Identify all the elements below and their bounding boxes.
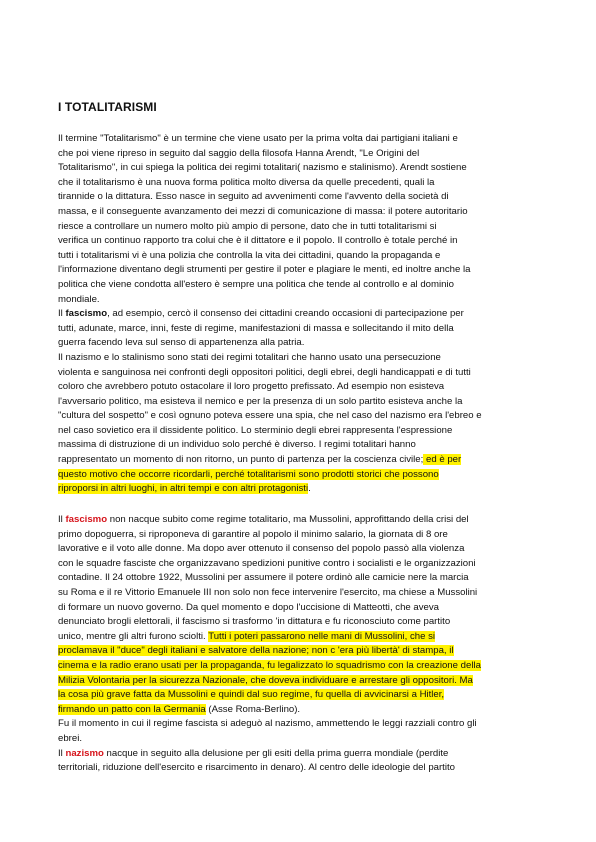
text-line: Il termine "Totalitarismo" è un termine che viene usato per la prima volta dai partigiani italiani e (58, 133, 458, 144)
text-line: l'avversario politico, ma esisteva il nemico e per la presenza di un solo partito esisteva anche la (58, 395, 463, 407)
text-line: unico, mentre gli altri furono sciolti. Tutti i poteri passarono nelle mani di Mussolini, che si (58, 630, 436, 642)
text-line: massa, e il conseguente avanzamento dei mezzi di comunicazione di massa: il potere autoritario (58, 205, 468, 217)
text-line: violenta e sanguinosa nei confronti degli oppositori politici, degli ebrei, degli handicappati e di tutti (58, 366, 471, 378)
highlighted-paragraph (58, 644, 540, 702)
text-line: Fu il momento in cui il regime fascista si adeguò al nazismo, ammettendo le leggi razziali contro gli (58, 718, 477, 730)
intro-section (58, 132, 540, 497)
text-line: "cultura del sospetto" e così ognuno poteva essere una spia, che nel caso del nazismo era l'ebreo e (58, 410, 482, 422)
highlighted-text: firmando un patto con la Germania (58, 703, 206, 715)
highlighted-text: proclamava il "duce" degli italiani e salvatore della nazione; non c 'era più libertà' di stampa, il (58, 645, 454, 657)
text-line: firmando un patto con la Germania (Asse Roma-Berlino). (58, 703, 301, 715)
text-line: coloro che avrebbero potuto ostacolare il loro progetto prefissato. Ad esempio non esisteva (58, 381, 445, 393)
text-line: che il totalitarismo è una nuova forma politica molto diversa da quelle precedenti, quali la (58, 176, 435, 188)
text-line: nel caso sovietico era il dissidente politico. Lo sterminio degli ebrei rappresenta l'espressione (58, 424, 453, 436)
paragraph-persecution (58, 351, 540, 453)
text-line: territoriali, riduzione dell'esercito e risarcimento in denaro). Al centro delle ideologie del partito (58, 762, 455, 774)
text-line: Il fascismo non nacque subito come regime totalitario, ma Mussolini, approfittando della crisi del (58, 514, 469, 525)
fascismo-red-keyword: fascismo (65, 514, 108, 525)
paragraph-definition (58, 132, 540, 307)
text-line: denunciato brogli elettorali, il fascismo si trasformo 'in dittatura e fu riconosciuto come partito (58, 616, 451, 628)
highlighted-text: la cosa più grave fatta da Mussolini e quindi dal suo regime, fu quella di avvicinarsi a Hitler, (58, 689, 445, 701)
text-line: tirannide o la dittatura. Esso nasce in seguito ad avvenimenti come l'avvento della società di (58, 191, 449, 203)
text-line (58, 468, 540, 483)
text-line: Il nazismo e lo stalinismo sono stati dei regimi totalitari che hanno usato una persecuzione (58, 351, 441, 363)
text-line (58, 644, 540, 659)
text-line: tutti i totalitarismi vi è una polizia che controlla la vita dei cittadini, quando la propaganda e (58, 249, 441, 261)
highlighted-text: questo motivo che occorre ricordarli, perché totalitarismi sono prodotti storici che possono (58, 468, 439, 480)
text-line: Totalitarismo", in cui spiega la politica dei regimi totalitari( nazismo e stalinismo). Arendt sostiene (58, 162, 467, 174)
text-line: su Roma e il re Vittorio Emanuele III non solo non fece intervenire l'esercito, ma chiese a Mussolini (58, 586, 478, 598)
text-line: lavorative e il voto alle donne. Ma dopo aver ottenuto il consenso del popolo passò alla violenza (58, 543, 465, 555)
fascism-example-line: Il fascismo, ad esempio, cercò il consenso dei cittadini creando occasioni di partecipazione per (58, 308, 464, 320)
highlighted-text: ed è per (423, 454, 462, 466)
text-line: mondiale. (58, 293, 100, 305)
text-line (58, 659, 540, 674)
document-title: I TOTALITARISMI (58, 100, 157, 114)
paragraph-fascism (58, 528, 540, 630)
text-line: con le squadre fasciste che organizzavano spedizioni punitive contro i socialisti e le organizzazioni (58, 557, 476, 569)
text-line: massima di distruzione di un individuo solo perché è diverso. I regimi totalitari hanno (58, 439, 416, 451)
text-line: riproporsi in altri luoghi, in altri tempi e con altri protagonisti. (58, 483, 311, 495)
fascismo-keyword: fascismo (65, 308, 108, 320)
text-line: tutti, adunate, marce, inni, feste di regime, manifestazioni di massa e sollecitando il mito della (58, 322, 454, 334)
highlighted-text: riproporsi in altri luoghi, in altri tempi e con altri protagonisti (58, 483, 309, 495)
text-line (58, 674, 540, 689)
text-line: contadine. Il 24 ottobre 1922, Mussolini per assumere il potere ordinò alle camicie nere la marcia (58, 572, 469, 584)
highlighted-text: Tutti i poteri passarono nelle mani di Mussolini, che si (208, 630, 436, 642)
fascism-section (58, 513, 540, 776)
text-line: rappresentato un momento di non ritorno, un punto di partenza per la coscienza civile; ed è per (58, 454, 462, 466)
text-line: riesce a controllare un numero molto più ampio di persone, dato che in tutti totalitarismi si (58, 220, 437, 232)
text-line (58, 688, 540, 703)
text-line: che poi viene ripreso in seguito dal saggio della filosofa Hanna Arendt, "Le Origini del (58, 147, 420, 159)
text-line: di formare un nuovo governo. Da quel momento e dopo l'uccisione di Matteotti, che aveva (58, 601, 440, 613)
text-line: ebrei. (58, 732, 82, 744)
text-line: l'informazione diventano degli strumenti per gestire il poter e plagiare le menti, ed inoltre anche la (58, 264, 471, 276)
text-line: primo dopoguerra, si riproponeva di garantire al popolo il minimo salario, la giornata di 8 ore (58, 528, 448, 540)
highlighted-text: Milizia Volontaria per la sicurezza Nazionale, che doveva individuare e arrestare gli oppositori. Ma (58, 674, 473, 686)
text-line: verifica un continuo rapporto tra colui che è il dittatore e il popolo. Il controllo è totale perché in (58, 235, 458, 247)
nazismo-red-keyword: nazismo (65, 747, 104, 759)
text-line: guerra facendo leva sul senso di appartenenza alla patria. (58, 337, 305, 349)
highlighted-text: cinema e la radio erano usati per la propaganda, fu legalizzato lo squadrismo con la creazione della (58, 659, 481, 671)
text-line: politica che viene condotta all'estero è sempre una politica che tende al controllo e al dominio (58, 278, 454, 290)
text-line: Il nazismo nacque in seguito alla delusione per gli esiti della prima guerra mondiale (perdite (58, 747, 449, 759)
